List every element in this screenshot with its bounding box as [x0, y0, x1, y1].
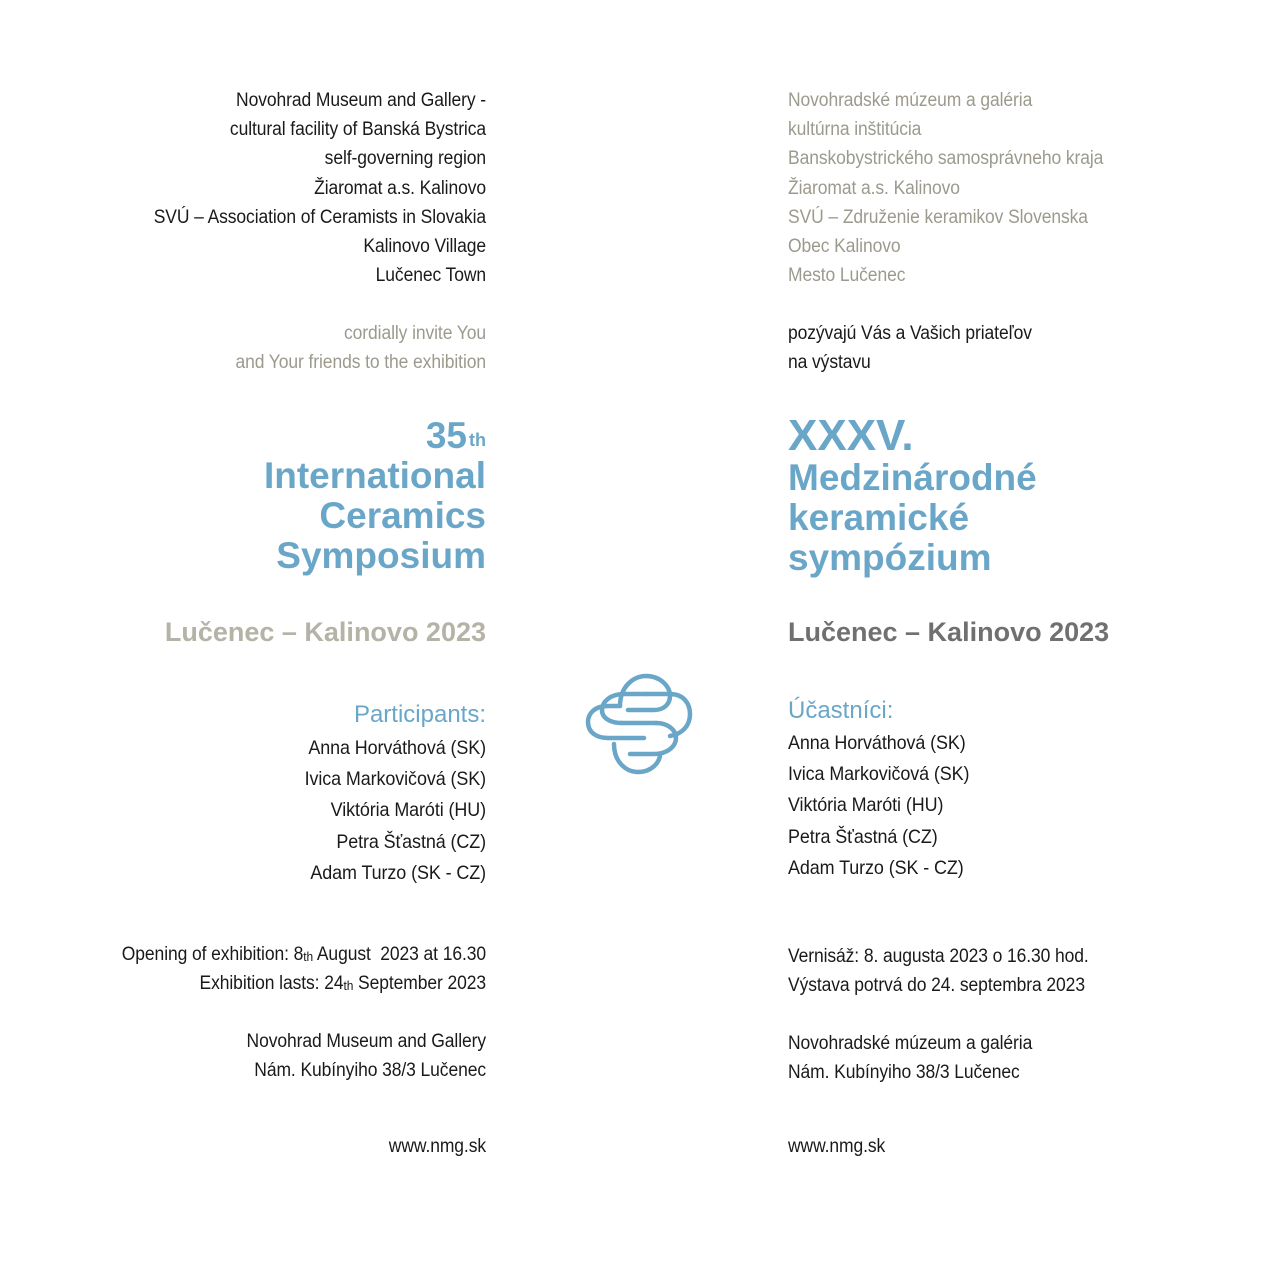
- participants-heading-sk: [788, 696, 1228, 726]
- title-line: sympózium: [788, 537, 992, 578]
- title-number: [46, 416, 486, 456]
- participant-name: Petra Šťastná (CZ): [336, 830, 486, 853]
- address-line: Nám. Kubínyiho 38/3 Lučenec: [788, 1062, 1020, 1084]
- lasts-prefix: Exhibition lasts: 24: [199, 973, 344, 995]
- exhibition-title-en: [46, 416, 486, 576]
- title-number-value: 35: [425, 415, 467, 456]
- participants-heading-en: [46, 700, 486, 730]
- organizer-line: Obec Kalinovo: [788, 236, 901, 258]
- website-sk: [788, 1132, 1228, 1161]
- organizer-line: Kalinovo Village: [363, 236, 486, 258]
- participants-heading: Participants:: [353, 701, 486, 728]
- opening-ordinal: th: [303, 949, 314, 964]
- address-line: Novohrad Museum and Gallery: [246, 1031, 486, 1052]
- organizer-line: Banskobystrického samosprávneho kraja: [788, 148, 1104, 170]
- closing-date: [81, 969, 486, 998]
- exhibition-dates-sk: [788, 942, 1228, 1000]
- website-link[interactable]: www.nmg.sk: [788, 1136, 886, 1157]
- organizer-line: SVÚ – Združenie keramikov Slovenska: [788, 206, 1088, 228]
- opening-suffix: August 2023 at 16.30: [313, 944, 486, 965]
- participant-name: Ivica Markovičová (SK): [304, 768, 486, 791]
- venue-title: Lučenec – Kalinovo 2023: [788, 617, 1110, 647]
- title-line: Medzinárodné: [788, 457, 1037, 498]
- title-number: XXXV.: [788, 411, 914, 460]
- venue-en: [46, 616, 486, 648]
- participant-name: Anna Horváthová (SK): [788, 732, 966, 754]
- symposium-logo-icon: [584, 672, 694, 776]
- organizer-line: Žiaromat a.s. Kalinovo: [788, 177, 960, 199]
- closing-date: Výstava potrvá do 24. septembra 2023: [788, 975, 1085, 997]
- organizer-line: Mesto Lučenec: [788, 265, 906, 287]
- opening-date: Vernisáž: 8. augusta 2023 o 16.30 hod.: [788, 946, 1089, 967]
- participants-heading: Účastníci:: [788, 697, 894, 724]
- invite-text-en: [46, 319, 486, 377]
- exhibition-dates-en: [46, 940, 486, 998]
- organizer-line: Žiaromat a.s. Kalinovo: [314, 177, 486, 199]
- organizer-line: Lučenec Town: [375, 265, 486, 287]
- website-en: [46, 1132, 486, 1161]
- invite-text-sk: [788, 319, 1228, 377]
- participant-name: Anna Horváthová (SK): [308, 737, 486, 759]
- address-line: Nám. Kubínyiho 38/3 Lučenec: [254, 1060, 486, 1082]
- invite-line: na výstavu: [788, 352, 871, 374]
- participants-list-en: [46, 733, 486, 889]
- participant-name: Viktória Maróti (HU): [330, 799, 486, 822]
- invite-line: cordially invite You: [344, 323, 486, 344]
- address-sk: [788, 1029, 1228, 1087]
- organizer-line: self-governing region: [324, 148, 486, 170]
- participants-list-sk: [788, 728, 1228, 884]
- opening-date: [81, 940, 486, 969]
- organizers-list-en: [46, 86, 486, 290]
- organizer-line: Novohrad Museum and Gallery -: [236, 90, 486, 111]
- title-ordinal-suffix: th: [469, 430, 486, 450]
- organizer-line: kultúrna inštitúcia: [788, 119, 922, 141]
- opening-prefix: Opening of exhibition: 8: [121, 944, 304, 965]
- participant-name: Ivica Markovičová (SK): [788, 763, 970, 786]
- lasts-ordinal: th: [343, 978, 354, 994]
- participant-name: Viktória Maróti (HU): [788, 794, 944, 817]
- title-line: International: [263, 455, 486, 496]
- venue-title: Lučenec – Kalinovo 2023: [164, 617, 486, 647]
- address-line: Novohradské múzeum a galéria: [788, 1033, 1033, 1054]
- organizer-line: SVÚ – Association of Ceramists in Slovakia: [153, 206, 486, 228]
- participant-name: Petra Šťastná (CZ): [788, 825, 938, 848]
- title-line: Symposium: [276, 535, 486, 576]
- lasts-suffix: September 2023: [353, 973, 486, 995]
- exhibition-title-sk: [788, 411, 1228, 578]
- title-line: keramické: [788, 497, 970, 538]
- organizer-line: Novohradské múzeum a galéria: [788, 90, 1033, 111]
- address-en: [46, 1027, 486, 1085]
- venue-sk: [788, 616, 1228, 648]
- website-link[interactable]: www.nmg.sk: [388, 1136, 486, 1157]
- title-line: Ceramics: [319, 495, 486, 536]
- organizer-line: cultural facility of Banská Bystrica: [229, 119, 486, 141]
- invite-line: pozývajú Vás a Vašich priateľov: [788, 323, 1032, 344]
- invite-line: and Your friends to the exhibition: [235, 352, 486, 374]
- participant-name: Adam Turzo (SK - CZ): [310, 861, 486, 884]
- organizers-list-sk: [788, 86, 1228, 290]
- participant-name: Adam Turzo (SK - CZ): [788, 856, 964, 879]
